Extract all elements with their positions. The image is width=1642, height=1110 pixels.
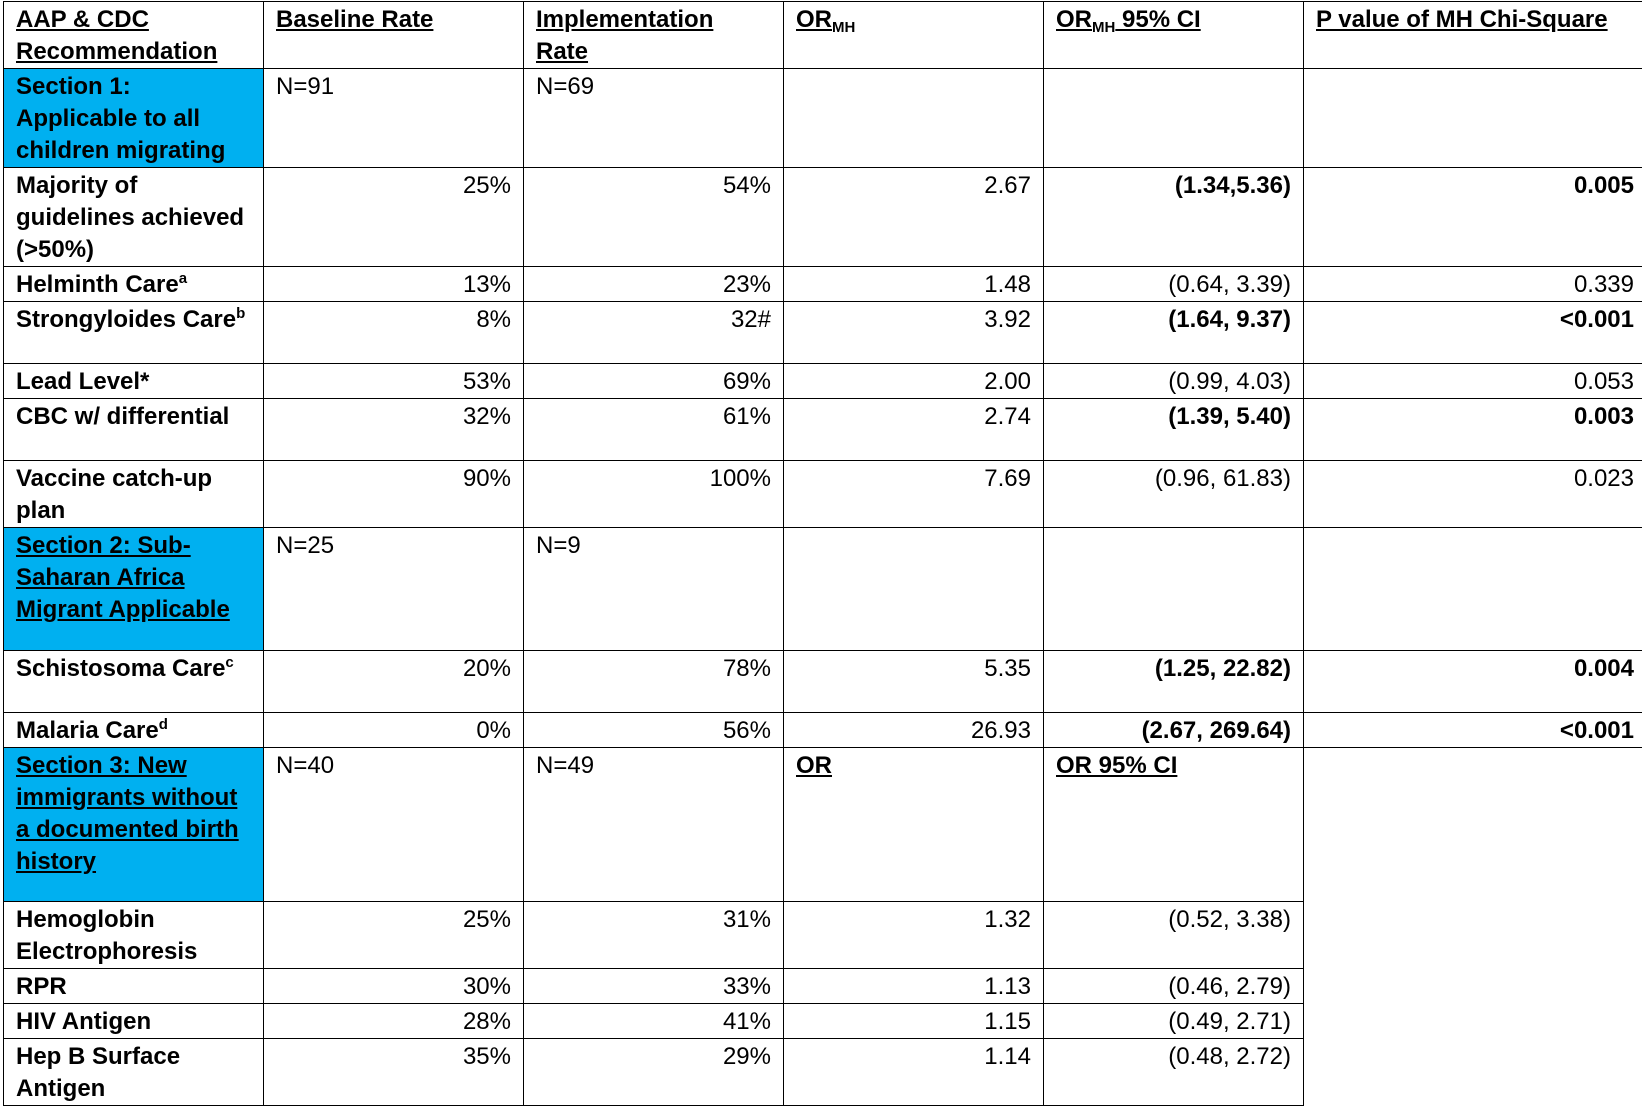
row-label [4,302,264,364]
empty-cell [784,69,1044,168]
confidence-interval: (0.46, 2.79) [1044,969,1304,1004]
odds-ratio: 5.35 [784,651,1044,713]
confidence-interval: (1.25, 22.82) [1044,651,1304,713]
table-row [4,1004,1642,1039]
row-label-text: Hep B Surface Antigen [16,1043,181,1102]
section3-header-row [4,748,1642,902]
p-value: 0.003 [1304,399,1642,461]
row-label [4,902,264,969]
confidence-interval: (0.64, 3.39) [1044,267,1304,302]
empty-cell [1304,902,1642,969]
odds-ratio: 7.69 [784,461,1044,528]
baseline-rate: 30% [264,969,524,1004]
row-label-text: Schistosoma Care [16,655,226,682]
odds-ratio: 1.13 [784,969,1044,1004]
confidence-interval: (0.49, 2.71) [1044,1004,1304,1039]
row-label [4,1039,264,1106]
section3-ci-header-main: OR [1056,752,1092,779]
section1-n-baseline: N=91 [264,69,524,168]
p-value: <0.001 [1304,713,1642,748]
baseline-rate: 25% [264,902,524,969]
section3-ci-header [1044,748,1304,902]
confidence-interval: (0.96, 61.83) [1044,461,1304,528]
section1-n-implementation: N=69 [524,69,784,168]
confidence-interval: (1.64, 9.37) [1044,302,1304,364]
empty-cell [1304,748,1642,902]
section2-header-row [4,528,1642,651]
header-or-mh-ci-main: OR [1056,6,1092,33]
baseline-rate: 90% [264,461,524,528]
baseline-rate: 8% [264,302,524,364]
table-row [4,902,1642,969]
table-row [4,267,1642,302]
implementation-rate: 32# [524,302,784,364]
table-row [4,399,1642,461]
p-value: 0.004 [1304,651,1642,713]
empty-cell [784,528,1044,651]
implementation-rate: 54% [524,168,784,267]
row-label-text: Hemoglobin Electrophoresis [16,906,198,965]
header-p-value: P value of MH Chi-Square [1304,2,1642,69]
implementation-rate: 100% [524,461,784,528]
baseline-rate: 32% [264,399,524,461]
baseline-rate: 35% [264,1039,524,1106]
empty-cell [1044,69,1304,168]
header-row [4,2,1642,69]
empty-cell [1304,969,1642,1004]
p-value: 0.053 [1304,364,1642,399]
row-label-text: Strongyloides Care [16,306,237,333]
odds-ratio: 2.67 [784,168,1044,267]
implementation-rate: 61% [524,399,784,461]
section2-title: Section 2: Sub-Saharan Africa Migrant Applicable [4,528,264,651]
odds-ratio: 3.92 [784,302,1044,364]
table-row [4,713,1642,748]
header-or-mh-ci [1044,2,1304,69]
section1-title: Section 1: Applicable to all children migrating [4,69,264,168]
baseline-rate: 13% [264,267,524,302]
row-label-text: HIV Antigen [16,1008,152,1035]
header-or-mh-sub: MH [832,19,856,36]
confidence-interval: (0.48, 2.72) [1044,1039,1304,1106]
section2-n-implementation: N=9 [524,528,784,651]
p-value: 0.005 [1304,168,1642,267]
row-label-text: Lead Level* [16,368,150,395]
header-or-mh-main: OR [796,6,832,33]
section3-n-baseline: N=40 [264,748,524,902]
confidence-interval: (2.67, 269.64) [1044,713,1304,748]
row-label [4,651,264,713]
row-label [4,168,264,267]
row-label-text: CBC w/ differential [16,403,230,430]
implementation-rate: 41% [524,1004,784,1039]
table-row [4,969,1642,1004]
footnote-marker: d [158,716,168,733]
confidence-interval: (1.34,5.36) [1044,168,1304,267]
implementation-rate: 78% [524,651,784,713]
odds-ratio: 1.32 [784,902,1044,969]
implementation-rate: 33% [524,969,784,1004]
row-label [4,399,264,461]
odds-ratio: 1.15 [784,1004,1044,1039]
table-row [4,168,1642,267]
header-or-mh-ci-rest: 95% CI [1115,6,1201,33]
table-row [4,461,1642,528]
p-value: 0.339 [1304,267,1642,302]
footnote-marker: c [225,654,234,671]
section3-ci-header-rest: 95% CI [1092,752,1178,779]
header-implementation-rate: Implementation Rate [524,2,784,69]
table-row [4,364,1642,399]
empty-cell [1304,69,1642,168]
confidence-interval: (1.39, 5.40) [1044,399,1304,461]
baseline-rate: 53% [264,364,524,399]
row-label [4,713,264,748]
row-label [4,1004,264,1039]
odds-ratio: 1.14 [784,1039,1044,1106]
empty-cell [1044,528,1304,651]
p-value: <0.001 [1304,302,1642,364]
confidence-interval: (0.52, 3.38) [1044,902,1304,969]
implementation-rate: 69% [524,364,784,399]
empty-cell [1304,528,1642,651]
row-label-text: Malaria Care [16,717,159,744]
section3-n-implementation: N=49 [524,748,784,902]
implementation-rate: 29% [524,1039,784,1106]
table-row [4,1039,1642,1106]
empty-cell [1304,1004,1642,1039]
footnote-marker: b [236,305,246,322]
table-row [4,651,1642,713]
row-label [4,461,264,528]
row-label-text: RPR [16,973,67,1000]
results-table [3,1,1642,1106]
table-row [4,302,1642,364]
odds-ratio: 2.74 [784,399,1044,461]
implementation-rate: 56% [524,713,784,748]
row-label-text: Vaccine catch-up plan [16,465,213,524]
odds-ratio: 26.93 [784,713,1044,748]
header-baseline-rate: Baseline Rate [264,2,524,69]
section1-header-row [4,69,1642,168]
baseline-rate: 0% [264,713,524,748]
row-label [4,969,264,1004]
odds-ratio: 2.00 [784,364,1044,399]
baseline-rate: 25% [264,168,524,267]
section3-title: Section 3: New immigrants without a documented birth history [4,748,264,902]
confidence-interval: (0.99, 4.03) [1044,364,1304,399]
footnote-marker: a [178,270,188,287]
implementation-rate: 23% [524,267,784,302]
row-label-text: Helminth Care [16,271,179,298]
section3-or-header: OR [784,748,1044,902]
row-label-text: Majority of guidelines achieved (>50%) [16,172,245,263]
header-or-mh [784,2,1044,69]
p-value: 0.023 [1304,461,1642,528]
section2-n-baseline: N=25 [264,528,524,651]
odds-ratio: 1.48 [784,267,1044,302]
row-label [4,364,264,399]
empty-cell [1304,1039,1642,1106]
baseline-rate: 28% [264,1004,524,1039]
implementation-rate: 31% [524,902,784,969]
row-label [4,267,264,302]
header-or-mh-ci-sub: MH [1092,19,1116,36]
baseline-rate: 20% [264,651,524,713]
header-recommendation: AAP & CDC Recommendation [4,2,264,69]
